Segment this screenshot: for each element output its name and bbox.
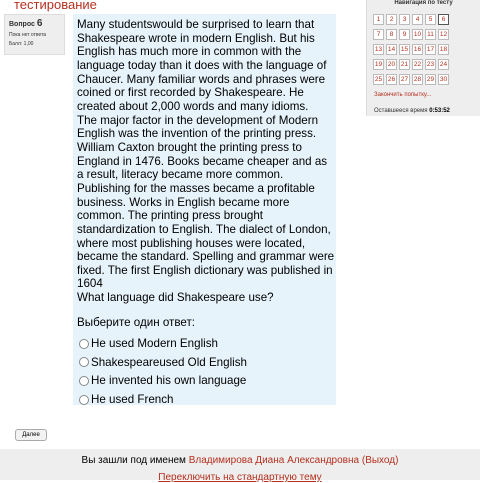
radio-button-icon[interactable] [79,395,89,405]
question-nav-button[interactable]: 11 [425,29,436,40]
question-info-box [4,14,65,55]
radio-button-icon[interactable] [79,339,89,349]
question-nav-button[interactable]: 19 [374,61,383,68]
page-footer [0,449,480,483]
question-nav-button[interactable]: 9 [399,29,410,40]
radio-button-icon[interactable] [79,357,89,367]
question-nav-button[interactable]: 14 [387,46,396,53]
question-nav-button[interactable]: 4 [412,14,423,25]
question-nav-button[interactable]: 28 [413,76,422,83]
question-nav-button[interactable]: 21 [400,61,409,68]
quiz-navigation-panel [366,0,480,116]
question-nav-button[interactable]: 13 [374,46,383,53]
logout-link[interactable]: (Выход) [361,455,399,466]
question-nav-button[interactable]: 7 [373,29,384,40]
question-nav-button[interactable]: 2 [386,14,397,25]
switch-theme-link[interactable]: Переключить на стандартную тему [158,472,322,483]
next-button[interactable]: Далее [15,429,47,441]
question-nav-button[interactable]: 8 [386,29,397,40]
question-text: Many studentswould be surprised to learn that Shakespeare wrote in modern English. But his English has much more in common with the language today than it does with the language of Chaucer. Many familiar words and phrases were coined or first recorded by Shakespeare. He created about 2,000 words and many idioms. The major factor in the development of Modern English was the invention of the printing press. William Caxton brought the printing press to England in 1476. Books became cheaper and as a result, literacy became more common. Publishing for the masses became a profitable business. Works in English became more common. The printing press brought standardization to English. The dialect of London, where most publishing houses were located, became the standard. Spelling and grammar were fixed. The first English dictionary was published in 1604 What language did Shakespeare use? [77,18,335,305]
question-nav-button[interactable]: 18 [439,46,448,53]
page-title: тестирование [14,0,97,12]
question-nav-button[interactable]: 23 [426,61,435,68]
question-number [9,18,64,29]
finish-attempt-link[interactable]: Закончить попытку... [374,92,432,98]
question-nav-button[interactable]: 17 [426,46,435,53]
question-content [73,14,336,405]
question-number-value: 6 [36,18,43,29]
user-profile-link[interactable]: Владимирова Диана Александровна [188,455,360,466]
question-nav-button[interactable]: 22 [413,61,422,68]
question-nav-button[interactable]: 27 [400,76,409,83]
answer-prompt: Выберите один ответ: [77,315,195,329]
answer-option-label[interactable]: He used French [91,392,174,406]
answer-option[interactable] [77,334,336,353]
question-nav-button[interactable]: 26 [387,76,396,83]
question-nav-button[interactable]: 30 [439,76,448,83]
time-remaining-value: 0:53:52 [429,108,450,114]
answer-option-label[interactable]: Shakespeareused Old English [91,355,247,369]
question-nav-button[interactable]: 16 [413,46,422,53]
login-info [0,455,480,466]
question-nav-button[interactable]: 1 [373,14,384,25]
time-remaining [374,108,450,114]
question-status: Пока нет ответа [9,32,47,38]
question-nav-button[interactable]: 24 [439,61,448,68]
question-nav-button[interactable]: 29 [426,76,435,83]
question-nav-button[interactable]: 25 [374,76,383,83]
question-nav-button[interactable]: 10 [413,31,422,38]
answer-option-label[interactable]: He invented his own language [91,374,247,388]
question-nav-button[interactable]: 12 [439,31,448,38]
answer-options [77,334,336,408]
question-number-label: Вопрос [9,21,35,28]
answer-option[interactable] [77,390,336,409]
question-nav-button[interactable]: 3 [399,14,410,25]
answer-option[interactable] [77,372,336,391]
quiz-navigation-title: Навигация по тесту [394,0,453,6]
time-remaining-label: Оставшееся время [374,108,428,114]
question-nav-button[interactable]: 15 [400,46,409,53]
question-score: Балл: 1,00 [9,41,34,47]
question-nav-button[interactable]: 6 [438,14,449,25]
answer-option[interactable] [77,353,336,372]
question-nav-button[interactable]: 5 [425,14,436,25]
radio-button-icon[interactable] [79,376,89,386]
login-info-prefix: Вы зашли под именем [81,455,186,466]
question-nav-button[interactable]: 20 [387,61,396,68]
answer-option-label[interactable]: He used Modern English [91,336,218,350]
